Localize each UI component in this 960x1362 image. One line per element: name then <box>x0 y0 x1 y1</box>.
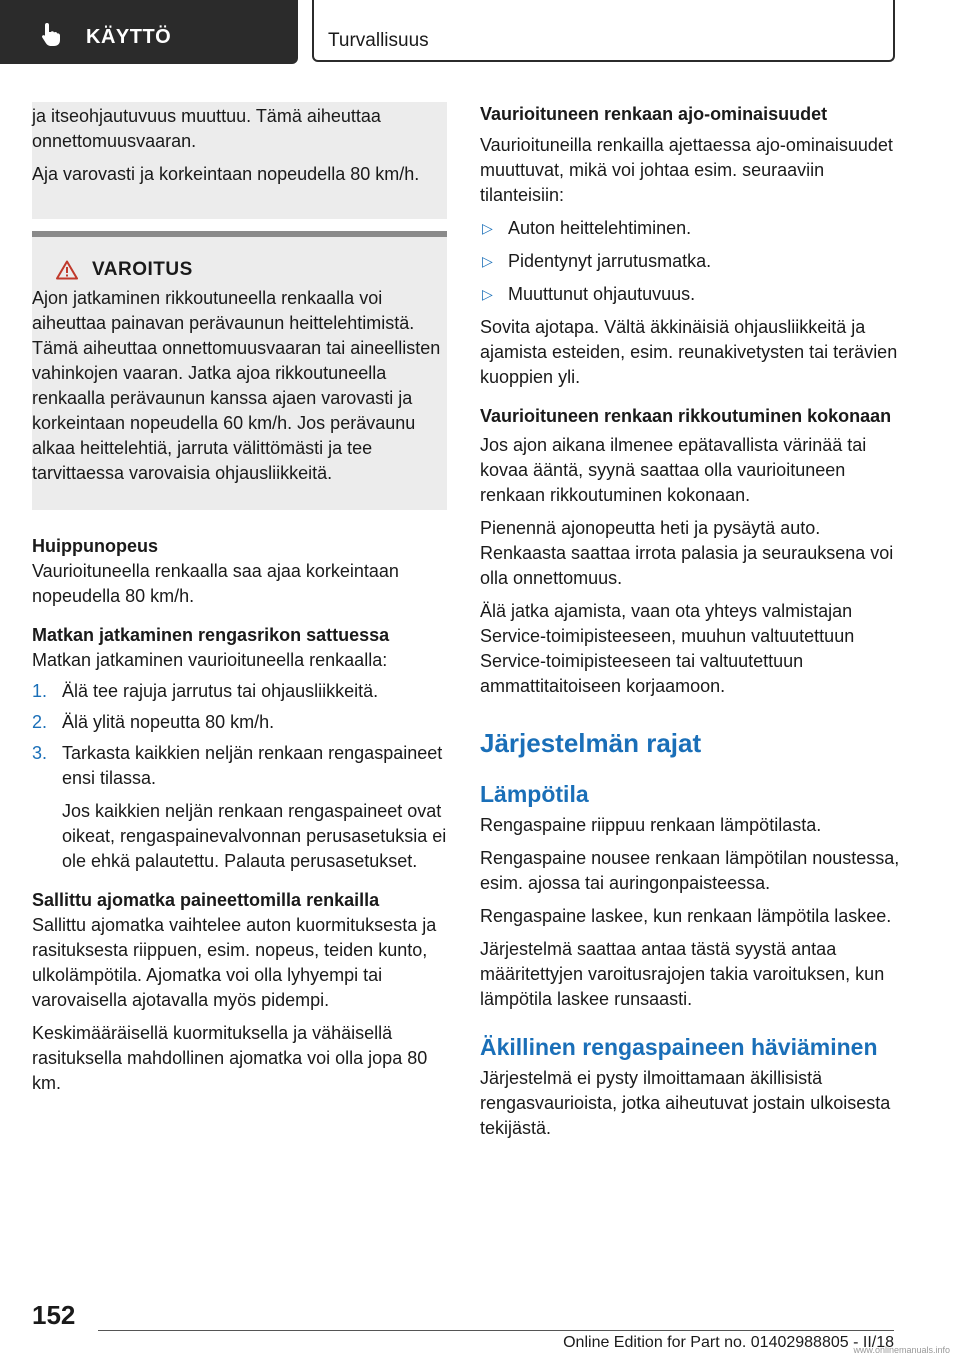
bullet-list <box>480 216 900 307</box>
list-number: 2. <box>32 712 48 732</box>
chapter-title: Turvallisuus <box>328 30 429 51</box>
list-item <box>32 741 447 874</box>
section-heading: Sallittu ajomatka paineettomilla renkailla <box>32 890 380 910</box>
list-item <box>480 282 900 307</box>
warning-title: VAROITUS <box>92 259 193 280</box>
heading-sudden-pressure-loss: Äkillinen rengaspaineen häviäminen <box>480 1034 878 1060</box>
list-text: Tarkasta kaikkien neljän renkaan rengaspaineet ensi tilassa. <box>62 743 443 788</box>
hand-pointer-icon <box>38 20 66 48</box>
section-text: Sovita ajotapa. Vältä äkkinäisiä ohjausliikkeitä ja ajamista esteiden, esim. reunakivetysten tai terävien kuoppien yli. <box>480 317 898 387</box>
section-heading: Vaurioituneen renkaan rikkoutuminen kokonaan <box>480 406 892 426</box>
section-heading: Matkan jatkaminen rengasrikon sattuessa <box>32 625 390 645</box>
footer-divider <box>98 1330 894 1331</box>
section-text: Matkan jatkaminen vaurioituneella renkaalla: <box>32 650 388 670</box>
section-tab <box>0 0 298 64</box>
list-subtext: Jos kaikkien neljän renkaan rengaspaineet ovat oikeat, rengaspainevalvonnan perusasetuksia ei ole ehkä palautettu. Palauta perusasetukset. <box>62 801 447 871</box>
section-text: Rengaspaine laskee, kun renkaan lämpötila laskee. <box>480 906 892 926</box>
section-text: Keskimääräisellä kuormituksella ja vähäisellä rasituksella mahdollinen ajomatka voi olla jopa 80 km. <box>32 1023 428 1093</box>
edition-text: Online Edition for Part no. 01402988805 - II/18 <box>563 1334 894 1351</box>
warning-text: Ajon jatkaminen rikkoutuneella renkaalla voi aiheuttaa painavan perävaunun heittelehtimistä. Tämä aiheuttaa onnettomuusvaaran tai aineellisten vahinkojen vaaran. Jatka ajoa rikkoutuneella renkaalla perävaunun kanssa ajaen varovasti ja korkeintaan nopeudella 60 km/h. Jos perävaunu alkaa heittelehtiä, jarruta välittömästi ja tee tarvittaessa varovaisia ohjausliikkeitä. <box>32 288 441 483</box>
list-number: 3. <box>32 743 48 763</box>
list-item <box>32 710 447 735</box>
notice-text-1: ja itseohjautuvuus muuttuu. Tämä aiheuttaa onnettomuusvaaran. <box>32 106 381 151</box>
section-heading: Huippunopeus <box>32 536 158 556</box>
section-text: Sallittu ajomatka vaihtelee auton kuormituksesta ja rasituksesta riippuen, esim. nopeus, teiden kunto, ulkolämpötila. Ajomatka voi olla lyhyempi tai varovaisella ajotavalla myös pidempi. <box>32 915 437 1010</box>
section-text: Pienennä ajonopeutta heti ja pysäytä auto. Renkaasta saattaa irrota palasia ja seurauksena voi olla onnettomuus. <box>480 518 894 588</box>
watermark: www.onlinemanuals.info <box>853 1345 950 1355</box>
section-text: Järjestelmä saattaa antaa tästä syystä antaa määritettyjen varoitusrajojen takia varoituksen, kun lämpötila laskee runsaasti. <box>480 939 885 1009</box>
section-heading: Vaurioituneen renkaan ajo-ominaisuudet <box>480 104 828 124</box>
section-text: Vaurioituneella renkaalla saa ajaa korkeintaan nopeudella 80 km/h. <box>32 561 399 606</box>
list-item <box>480 249 900 274</box>
list-text: Muuttunut ohjautuvuus. <box>508 284 696 304</box>
section-label: KÄYTTÖ <box>86 26 172 48</box>
list-item <box>32 679 447 704</box>
section-text: Älä jatka ajamista, vaan ota yhteys valmistajan Service-toimipisteeseen, muuhun valtuutettuun Service-toimipisteeseen tai valtuutettuun ammattitaitoiseen korjaamoon. <box>480 601 855 696</box>
left-column <box>32 102 447 1104</box>
triangle-bullet-icon: ▷ <box>482 286 493 302</box>
list-text: Pidentynyt jarrutusmatka. <box>508 251 712 271</box>
section-allowed-distance <box>32 888 447 1096</box>
section-text: Rengaspaine riippuu renkaan lämpötilasta. <box>480 815 822 835</box>
section-tire-failure <box>480 404 900 699</box>
warning-header <box>32 257 447 282</box>
chapter-tab <box>312 0 895 62</box>
heading-temperature: Lämpötila <box>480 781 589 807</box>
list-text: Älä tee rajuja jarrutus tai ohjausliikkeitä. <box>62 681 379 701</box>
section-text: Rengaspaine nousee renkaan lämpötilan noustessa, esim. ajossa tai auringonpaisteessa. <box>480 848 900 893</box>
section-continue-driving <box>32 623 447 874</box>
notice-box <box>32 102 447 219</box>
section-text: Järjestelmä ei pysty ilmoittamaan äkillisistä rengasvaurioista, jotka aiheutuvat jostain ulkoisesta tekijästä. <box>480 1068 891 1138</box>
list-item <box>480 216 900 241</box>
triangle-bullet-icon: ▷ <box>482 253 493 269</box>
warning-box <box>32 237 447 510</box>
triangle-bullet-icon: ▷ <box>482 220 493 236</box>
page-number: 152 <box>32 1300 76 1330</box>
section-driving-properties <box>480 102 900 390</box>
list-number: 1. <box>32 681 48 701</box>
list-text: Auton heittelehtiminen. <box>508 218 692 238</box>
warning-triangle-icon <box>56 260 78 280</box>
heading-system-limits: Järjestelmän rajat <box>480 728 702 758</box>
section-top-speed <box>32 534 447 609</box>
numbered-list <box>32 679 447 874</box>
section-text: Jos ajon aikana ilmenee epätavallista värinää tai kovaa ääntä, syynä saattaa olla vaurioituneen renkaan rikkoutuminen kokonaan. <box>480 435 867 505</box>
list-text: Älä ylitä nopeutta 80 km/h. <box>62 712 275 732</box>
notice-text-2: Aja varovasti ja korkeintaan nopeudella 80 km/h. <box>32 164 420 184</box>
section-text: Vaurioituneilla renkailla ajettaessa ajo-ominaisuudet muuttuvat, mikä voi johtaa esim. seuraaviin tilanteisiin: <box>480 135 893 205</box>
page-header <box>0 0 960 66</box>
right-column <box>480 102 900 1149</box>
